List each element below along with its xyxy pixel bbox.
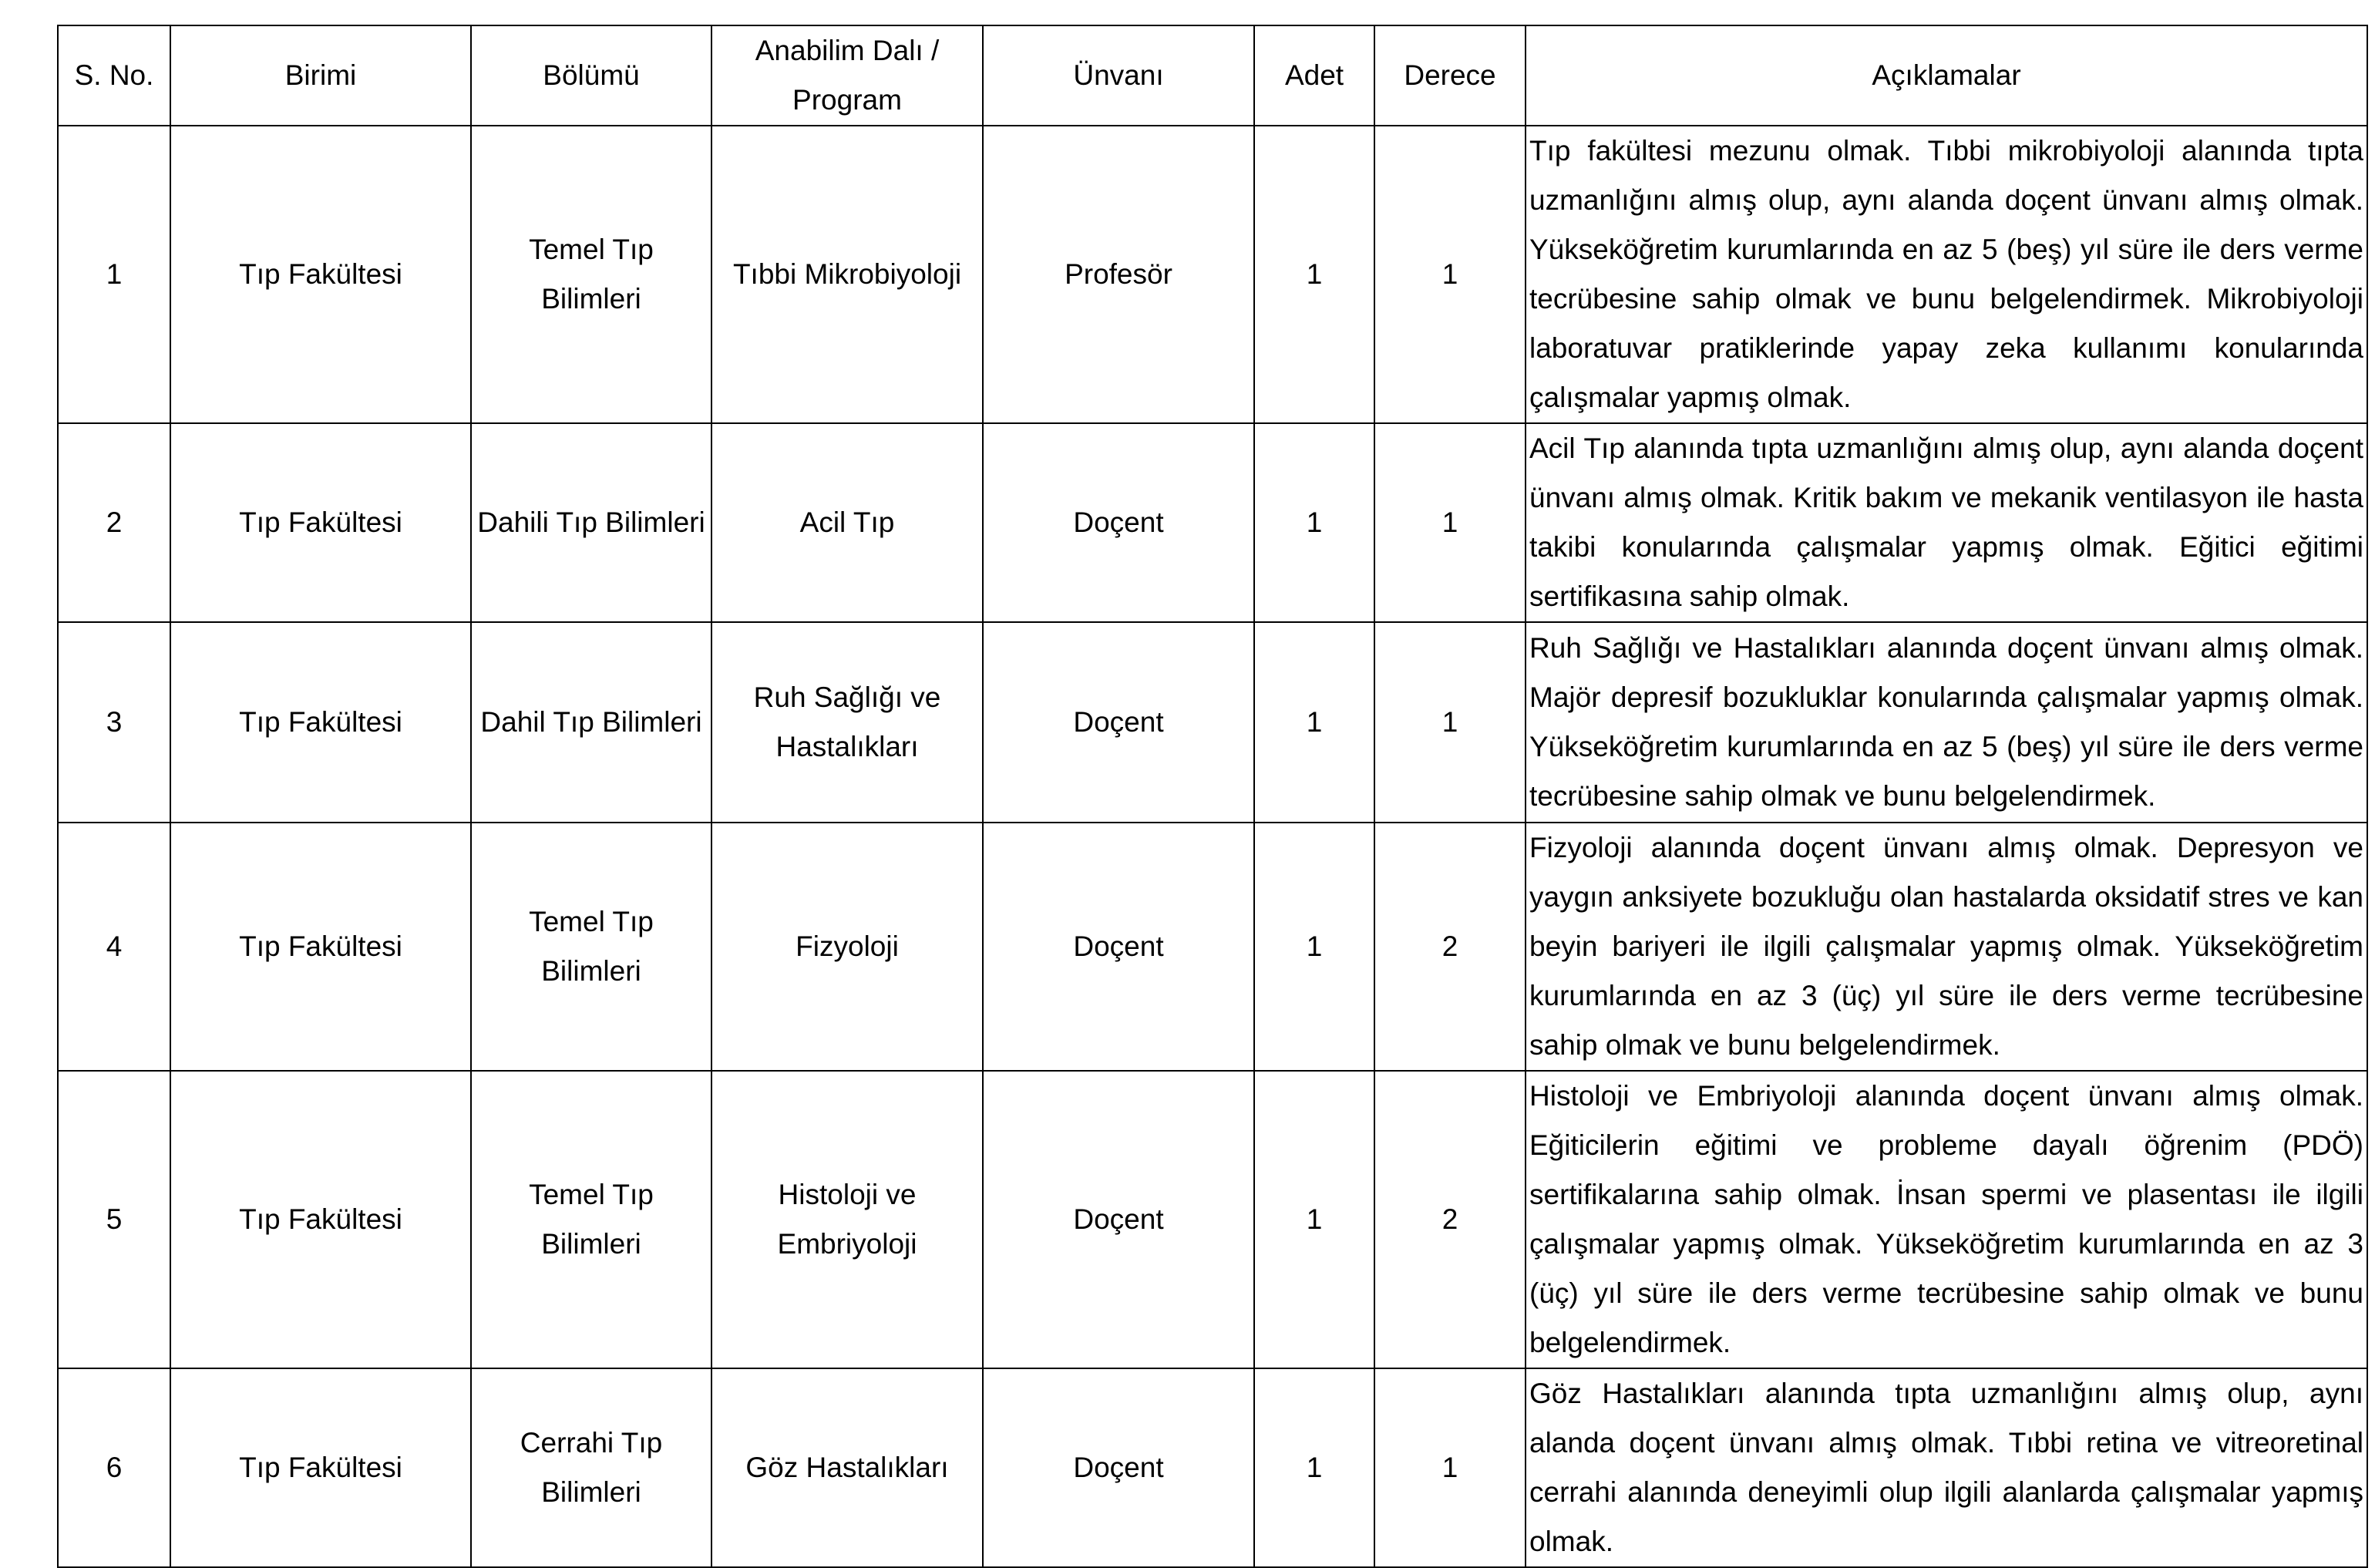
cell-anabilim: Histoloji ve Embriyoloji (711, 1071, 983, 1368)
header-anabilim: Anabilim Dalı / Program (711, 25, 983, 126)
cell-bolum: Temel Tıp Bilimleri (471, 823, 711, 1071)
cell-birim: Tıp Fakültesi (170, 823, 471, 1071)
header-derece: Derece (1374, 25, 1526, 126)
header-unvan: Ünvanı (983, 25, 1254, 126)
cell-sno: 4 (58, 823, 170, 1071)
header-adet: Adet (1254, 25, 1374, 126)
cell-birim: Tıp Fakültesi (170, 423, 471, 622)
cell-aciklama: Acil Tıp alanında tıpta uzmanlığını almış olup, aynı alanda doçent ünvanı almış olmak. Kritik bakım ve mekanik ventilasyon ile hasta takibi konularında çalışmalar yapmış olmak. Eğitici eğitimi sertifikasına sahip olmak. (1526, 423, 2367, 622)
cell-bolum: Dahili Tıp Bilimleri (471, 423, 711, 622)
cell-birim: Tıp Fakültesi (170, 1071, 471, 1368)
header-birim: Birimi (170, 25, 471, 126)
cell-aciklama: Ruh Sağlığı ve Hastalıkları alanında doçent ünvanı almış olmak. Majör depresif bozukluklar konularında çalışmalar yapmış olmak. Yükseköğretim kurumlarında en az 5 (beş) yıl süre ile ders verme tecrübesine sahip olmak ve bunu belgelendirmek. (1526, 622, 2367, 823)
cell-derece: 2 (1374, 823, 1526, 1071)
table-row (58, 823, 2367, 1071)
cell-adet: 1 (1254, 823, 1374, 1071)
table-row (58, 126, 2367, 423)
cell-adet: 1 (1254, 622, 1374, 823)
table-row (58, 1071, 2367, 1368)
header-sno: S. No. (58, 25, 170, 126)
cell-anabilim: Fizyoloji (711, 823, 983, 1071)
cell-unvan: Doçent (983, 1071, 1254, 1368)
cell-unvan: Doçent (983, 423, 1254, 622)
table-row (58, 1368, 2367, 1567)
cell-anabilim: Acil Tıp (711, 423, 983, 622)
cell-aciklama: Histoloji ve Embriyoloji alanında doçent ünvanı almış olmak. Eğiticilerin eğitimi ve probleme dayalı öğrenim (PDÖ) sertifikalarına sahip olmak. İnsan spermi ve plasentası ile ilgili çalışmalar yapmış olmak. Yükseköğretim kurumlarında en az 3 (üç) yıl süre ile ders verme tecrübesine sahip olmak ve bunu belgelendirmek. (1526, 1071, 2367, 1368)
header-aciklama: Açıklamalar (1526, 25, 2367, 126)
cell-derece: 1 (1374, 1368, 1526, 1567)
cell-derece: 2 (1374, 1071, 1526, 1368)
cell-bolum: Dahil Tıp Bilimleri (471, 622, 711, 823)
table-row (58, 622, 2367, 823)
positions-table (57, 25, 2368, 1568)
cell-adet: 1 (1254, 1071, 1374, 1368)
cell-adet: 1 (1254, 1368, 1374, 1567)
cell-aciklama: Tıp fakültesi mezunu olmak. Tıbbi mikrobiyoloji alanında tıpta uzmanlığını almış olup, aynı alanda doçent ünvanı almış olmak. Yükseköğretim kurumlarında en az 5 (beş) yıl süre ile ders verme tecrübesine sahip olmak ve bunu belgelendirmek. Mikrobiyoloji laboratuvar pratiklerinde yapay zeka kullanımı konularında çalışmalar yapmış olmak. (1526, 126, 2367, 423)
cell-derece: 1 (1374, 622, 1526, 823)
table-row (58, 423, 2367, 622)
cell-aciklama: Göz Hastalıkları alanında tıpta uzmanlığını almış olup, aynı alanda doçent ünvanı almış olmak. Tıbbi retina ve vitreoretinal cerrahi alanında deneyimli olup ilgili alanlarda çalışmalar yapmış olmak. (1526, 1368, 2367, 1567)
cell-aciklama: Fizyoloji alanında doçent ünvanı almış olmak. Depresyon ve yaygın anksiyete bozukluğu olan hastalarda oksidatif stres ve kan beyin bariyeri ile ilgili çalışmalar yapmış olmak. Yükseköğretim kurumlarında en az 3 (üç) yıl süre ile ders verme tecrübesine sahip olmak ve bunu belgelendirmek. (1526, 823, 2367, 1071)
cell-unvan: Doçent (983, 622, 1254, 823)
header-bolum: Bölümü (471, 25, 711, 126)
cell-adet: 1 (1254, 126, 1374, 423)
cell-derece: 1 (1374, 126, 1526, 423)
cell-sno: 5 (58, 1071, 170, 1368)
cell-birim: Tıp Fakültesi (170, 622, 471, 823)
cell-sno: 3 (58, 622, 170, 823)
cell-bolum: Cerrahi Tıp Bilimleri (471, 1368, 711, 1567)
cell-sno: 6 (58, 1368, 170, 1567)
cell-birim: Tıp Fakültesi (170, 126, 471, 423)
cell-sno: 1 (58, 126, 170, 423)
cell-bolum: Temel Tıp Bilimleri (471, 1071, 711, 1368)
cell-derece: 1 (1374, 423, 1526, 622)
cell-anabilim: Ruh Sağlığı ve Hastalıkları (711, 622, 983, 823)
cell-adet: 1 (1254, 423, 1374, 622)
cell-unvan: Doçent (983, 1368, 1254, 1567)
cell-bolum: Temel Tıp Bilimleri (471, 126, 711, 423)
cell-unvan: Profesör (983, 126, 1254, 423)
table-header-row (58, 25, 2367, 126)
cell-unvan: Doçent (983, 823, 1254, 1071)
cell-birim: Tıp Fakültesi (170, 1368, 471, 1567)
cell-sno: 2 (58, 423, 170, 622)
cell-anabilim: Tıbbi Mikrobiyoloji (711, 126, 983, 423)
cell-anabilim: Göz Hastalıkları (711, 1368, 983, 1567)
